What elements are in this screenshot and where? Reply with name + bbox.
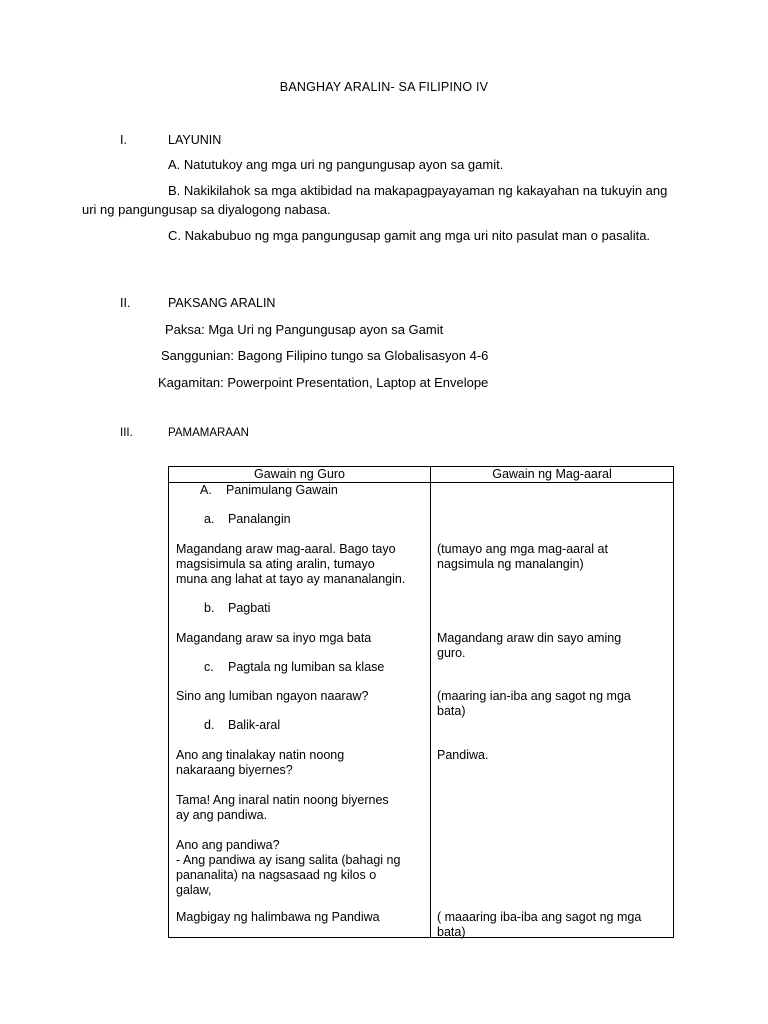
section-1-heading: LAYUNIN [168,133,222,147]
section-2-heading: PAKSANG ARALIN [168,296,276,310]
sanggunian-line: Sanggunian: Bagong Filipino tungo sa Globalisasyon 4-6 [161,348,489,363]
list-item-panimula: A. Panimulang Gawain [200,483,338,497]
table-header-row [169,467,674,483]
objective-a: A. Natutukoy ang mga uri ng pangungusap ayon sa gamit. [168,157,504,172]
list-item-pagtala: c. Pagtala ng lumiban sa klase [204,660,385,674]
teacher-pandiwa-definition: - Ang pandiwa ay isang salita (bahagi ng [176,853,401,867]
student-example-answer: ( maaaring iba-iba ang sagot ng mga [437,910,642,924]
student-response-line: nagsimula ng manalangin) [437,557,584,571]
teacher-confirmation: Tama! Ang inaral natin noong biyernes [176,793,389,807]
objective-b: B. Nakikilahok sa mga aktibidad na makapagpayayaman ng kakayahan na tukuyin ang uri ng pangungusap sa diyalogong nabasa. [82,183,668,217]
student-column [431,483,674,938]
student-greeting-line: guro. [437,646,466,660]
procedure-table [168,466,674,938]
student-response-line: (tumayo ang mga mag-aaral at [437,542,608,556]
header-gawain-guro: Gawain ng Guro [169,467,431,483]
student-attendance-answer: bata) [437,704,466,718]
teacher-greeting-line: muna ang lahat at tayo ay mananalangin. [176,572,406,586]
teacher-greeting-2: Magandang araw sa inyo mga bata [176,631,372,645]
kagamitan-line: Kagamitan: Powerpoint Presentation, Laptop at Envelope [158,375,489,390]
section-2-numeral: II. [120,296,131,310]
student-review-answer: Pandiwa. [437,748,489,762]
document-title: BANGHAY ARALIN- SA FILIPINO IV [279,80,489,94]
teacher-greeting-line: Magandang araw mag-aaral. Bago tayo [176,542,396,556]
section-3-heading: PAMAMARAAN [168,427,249,439]
section-1-numeral: I. [120,133,127,147]
teacher-pandiwa-definition: galaw, [176,883,212,897]
student-example-answer: bata) [437,925,466,939]
list-item-panalangin: a. Panalangin [204,512,291,526]
teacher-attendance-question: Sino ang lumiban ngayon naaraw? [176,689,369,703]
paksa-line: Paksa: Mga Uri ng Pangungusap ayon sa Gamit [165,322,444,337]
teacher-review-question: nakaraang biyernes? [176,763,293,777]
objective-c: C. Nakabubuo ng mga pangungusap gamit ang mga uri nito pasulat man o pasalita. [168,228,651,243]
teacher-column [169,483,431,938]
table-row [169,483,674,938]
teacher-example-request: Magbigay ng halimbawa ng Pandiwa [176,910,380,924]
list-item-pagbati: b. Pagbati [204,601,271,615]
teacher-greeting-line: magsisimula sa ating aralin, tumayo [176,557,375,571]
teacher-pandiwa-definition: pananalita) na nagsasaad ng kilos o [176,868,377,882]
teacher-confirmation: ay ang pandiwa. [176,808,268,822]
header-gawain-mag-aaral: Gawain ng Mag-aaral [431,467,674,483]
teacher-review-question: Ano ang tinalakay natin noong [176,748,345,762]
teacher-pandiwa-question: Ano ang pandiwa? [176,838,280,852]
list-item-balik-aral: d. Balik-aral [204,718,281,732]
student-attendance-answer: (maaring ian-iba ang sagot ng mga [437,689,631,703]
section-3-numeral: III. [120,427,133,439]
student-greeting-line: Magandang araw din sayo aming [437,631,622,645]
